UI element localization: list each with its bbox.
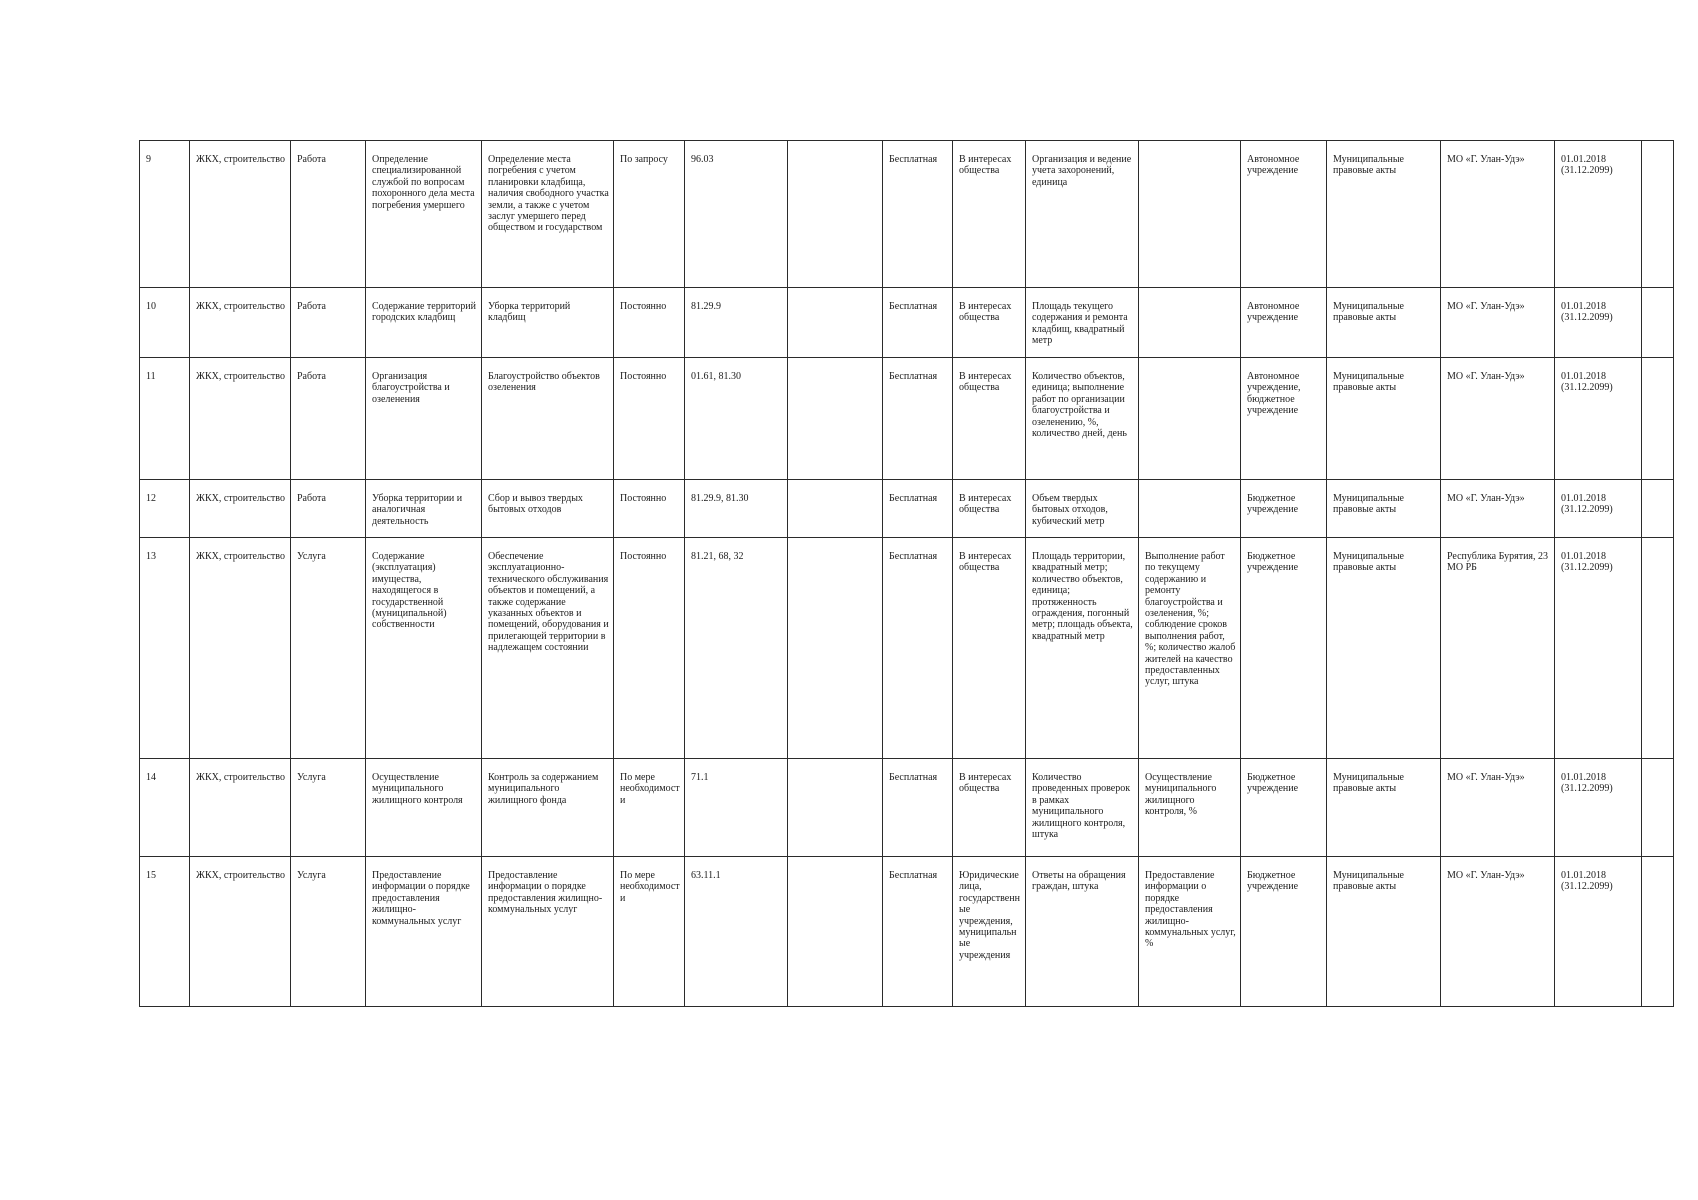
legal-basis-cell: Муниципальные правовые акты: [1327, 759, 1441, 857]
mode-cell: По запросу: [614, 141, 685, 288]
kind-cell: Работа: [291, 141, 366, 288]
consumers-cell: В интересах общества: [953, 538, 1026, 759]
institution-type-cell: Автономное учреждение: [1241, 288, 1327, 358]
dates-cell: 01.01.2018 (31.12.2099): [1555, 857, 1642, 1007]
quality-indicators-cell: [1139, 480, 1241, 538]
payment-cell: Бесплатная: [883, 538, 953, 759]
payment-cell: Бесплатная: [883, 857, 953, 1007]
sector-cell: ЖКХ, строительство: [190, 288, 291, 358]
kind-cell: Работа: [291, 480, 366, 538]
volume-indicators-cell: Площадь территории, квадратный метр; количество объектов, единица; протяженность ограждения, погонный метр; площадь объекта, квадратный метр: [1026, 538, 1139, 759]
volume-indicators-cell: Площадь текущего содержания и ремонта кладбищ, квадратный метр: [1026, 288, 1139, 358]
legal-basis-cell: Муниципальные правовые акты: [1327, 358, 1441, 480]
volume-indicators-cell: Объем твердых бытовых отходов, кубический метр: [1026, 480, 1139, 538]
kind-cell: Услуга: [291, 538, 366, 759]
legal-basis-cell: Муниципальные правовые акты: [1327, 538, 1441, 759]
content-cell: Определение места погребения с учетом планировки кладбища, наличия свободного участка земли, а также с учетом заслуг умершего перед обществом и государством: [482, 141, 614, 288]
mode-cell: Постоянно: [614, 358, 685, 480]
empty-cell: [1642, 538, 1674, 759]
dates-cell: 01.01.2018 (31.12.2099): [1555, 288, 1642, 358]
empty-cell: [1642, 141, 1674, 288]
institution-type-cell: Бюджетное учреждение: [1241, 759, 1327, 857]
dates-cell: 01.01.2018 (31.12.2099): [1555, 358, 1642, 480]
quality-indicators-cell: [1139, 358, 1241, 480]
founder-cell: МО «Г. Улан-Удэ»: [1441, 857, 1555, 1007]
payment-cell: Бесплатная: [883, 358, 953, 480]
founder-cell: МО «Г. Улан-Удэ»: [1441, 480, 1555, 538]
founder-cell: МО «Г. Улан-Удэ»: [1441, 141, 1555, 288]
empty-cell: [788, 288, 883, 358]
scan-artifact: [100, 62, 112, 68]
row-number: 10: [140, 288, 190, 358]
sector-cell: ЖКХ, строительство: [190, 857, 291, 1007]
payment-cell: Бесплатная: [883, 480, 953, 538]
legal-basis-cell: Муниципальные правовые акты: [1327, 288, 1441, 358]
institution-type-cell: Бюджетное учреждение: [1241, 538, 1327, 759]
founder-cell: МО «Г. Улан-Удэ»: [1441, 358, 1555, 480]
mode-cell: По мере необходимости: [614, 759, 685, 857]
empty-cell: [1642, 759, 1674, 857]
mode-cell: Постоянно: [614, 288, 685, 358]
consumers-cell: В интересах общества: [953, 480, 1026, 538]
institution-type-cell: Бюджетное учреждение: [1241, 480, 1327, 538]
name-cell: Содержание (эксплуатация) имущества, находящегося в государственной (муниципальной) собственности: [366, 538, 482, 759]
sector-cell: ЖКХ, строительство: [190, 358, 291, 480]
content-cell: Обеспечение эксплуатационно-технического обслуживания объектов и помещений, а также содержание указанных объектов и помещений, оборудования и прилегающей территории в надлежащем состоянии: [482, 538, 614, 759]
quality-indicators-cell: [1139, 288, 1241, 358]
content-cell: Уборка территорий кладбищ: [482, 288, 614, 358]
row-number: 9: [140, 141, 190, 288]
row-number: 12: [140, 480, 190, 538]
row-number: 15: [140, 857, 190, 1007]
empty-cell: [788, 857, 883, 1007]
table-row: [140, 538, 1674, 759]
founder-cell: МО «Г. Улан-Удэ»: [1441, 759, 1555, 857]
row-number: 14: [140, 759, 190, 857]
okved-cell: 71.1: [685, 759, 788, 857]
quality-indicators-cell: Выполнение работ по текущему содержанию и ремонту благоустройства и озеленения, %; соблюдение сроков выполнения работ, %; количество жалоб жителей на качество предоставленных услуг, штука: [1139, 538, 1241, 759]
okved-cell: 81.29.9: [685, 288, 788, 358]
table-row: [140, 480, 1674, 538]
table-row: [140, 857, 1674, 1007]
institution-type-cell: Автономное учреждение, бюджетное учреждение: [1241, 358, 1327, 480]
empty-cell: [1642, 358, 1674, 480]
okved-cell: 01.61, 81.30: [685, 358, 788, 480]
mode-cell: По мере необходимости: [614, 857, 685, 1007]
row-number: 13: [140, 538, 190, 759]
table-row: [140, 759, 1674, 857]
legal-basis-cell: Муниципальные правовые акты: [1327, 141, 1441, 288]
mode-cell: Постоянно: [614, 480, 685, 538]
dates-cell: 01.01.2018 (31.12.2099): [1555, 141, 1642, 288]
table-row: [140, 141, 1674, 288]
sector-cell: ЖКХ, строительство: [190, 480, 291, 538]
name-cell: Предоставление информации о порядке предоставления жилищно-коммунальных услуг: [366, 857, 482, 1007]
dates-cell: 01.01.2018 (31.12.2099): [1555, 480, 1642, 538]
empty-cell: [1642, 857, 1674, 1007]
okved-cell: 81.29.9, 81.30: [685, 480, 788, 538]
legal-basis-cell: Муниципальные правовые акты: [1327, 857, 1441, 1007]
sector-cell: ЖКХ, строительство: [190, 538, 291, 759]
sector-cell: ЖКХ, строительство: [190, 141, 291, 288]
quality-indicators-cell: Осуществление муниципального жилищного контроля, %: [1139, 759, 1241, 857]
empty-cell: [788, 141, 883, 288]
mode-cell: Постоянно: [614, 538, 685, 759]
consumers-cell: В интересах общества: [953, 288, 1026, 358]
table-row: [140, 288, 1674, 358]
row-number: 11: [140, 358, 190, 480]
name-cell: Организация благоустройства и озеленения: [366, 358, 482, 480]
volume-indicators-cell: Количество проведенных проверок в рамках муниципального жилищного контроля, штука: [1026, 759, 1139, 857]
volume-indicators-cell: Организация и ведение учета захоронений, единица: [1026, 141, 1139, 288]
payment-cell: Бесплатная: [883, 288, 953, 358]
content-cell: Контроль за содержанием муниципального жилищного фонда: [482, 759, 614, 857]
name-cell: Содержание территорий городских кладбищ: [366, 288, 482, 358]
institution-type-cell: Автономное учреждение: [1241, 141, 1327, 288]
content-cell: Сбор и вывоз твердых бытовых отходов: [482, 480, 614, 538]
dates-cell: 01.01.2018 (31.12.2099): [1555, 538, 1642, 759]
consumers-cell: В интересах общества: [953, 358, 1026, 480]
okved-cell: 96.03: [685, 141, 788, 288]
empty-cell: [788, 480, 883, 538]
legal-basis-cell: Муниципальные правовые акты: [1327, 480, 1441, 538]
quality-indicators-cell: [1139, 141, 1241, 288]
registry-body: [140, 141, 1674, 1007]
consumers-cell: В интересах общества: [953, 141, 1026, 288]
content-cell: Предоставление информации о порядке предоставления жилищно-коммунальных услуг: [482, 857, 614, 1007]
okved-cell: 63.11.1: [685, 857, 788, 1007]
kind-cell: Услуга: [291, 857, 366, 1007]
founder-cell: МО «Г. Улан-Удэ»: [1441, 288, 1555, 358]
payment-cell: Бесплатная: [883, 141, 953, 288]
kind-cell: Работа: [291, 288, 366, 358]
founder-cell: Республика Бурятия, 23 МО РБ: [1441, 538, 1555, 759]
empty-cell: [1642, 288, 1674, 358]
volume-indicators-cell: Количество объектов, единица; выполнение работ по организации благоустройства и озеленению, %, количество дней, день: [1026, 358, 1139, 480]
content-cell: Благоустройство объектов озеленения: [482, 358, 614, 480]
institution-type-cell: Бюджетное учреждение: [1241, 857, 1327, 1007]
kind-cell: Работа: [291, 358, 366, 480]
consumers-cell: В интересах общества: [953, 759, 1026, 857]
name-cell: Уборка территории и аналогичная деятельность: [366, 480, 482, 538]
empty-cell: [788, 358, 883, 480]
empty-cell: [788, 538, 883, 759]
payment-cell: Бесплатная: [883, 759, 953, 857]
name-cell: Осуществление муниципального жилищного контроля: [366, 759, 482, 857]
sector-cell: ЖКХ, строительство: [190, 759, 291, 857]
registry-table: [139, 140, 1674, 1007]
table-row: [140, 358, 1674, 480]
volume-indicators-cell: Ответы на обращения граждан, штука: [1026, 857, 1139, 1007]
dates-cell: 01.01.2018 (31.12.2099): [1555, 759, 1642, 857]
empty-cell: [1642, 480, 1674, 538]
kind-cell: Услуга: [291, 759, 366, 857]
consumers-cell: Юридические лица, государственные учреждения, муниципальные учреждения: [953, 857, 1026, 1007]
okved-cell: 81.21, 68, 32: [685, 538, 788, 759]
empty-cell: [788, 759, 883, 857]
name-cell: Определение специализированной службой по вопросам похоронного дела места погребения умершего: [366, 141, 482, 288]
quality-indicators-cell: Предоставление информации о порядке предоставления жилищно-коммунальных услуг, %: [1139, 857, 1241, 1007]
